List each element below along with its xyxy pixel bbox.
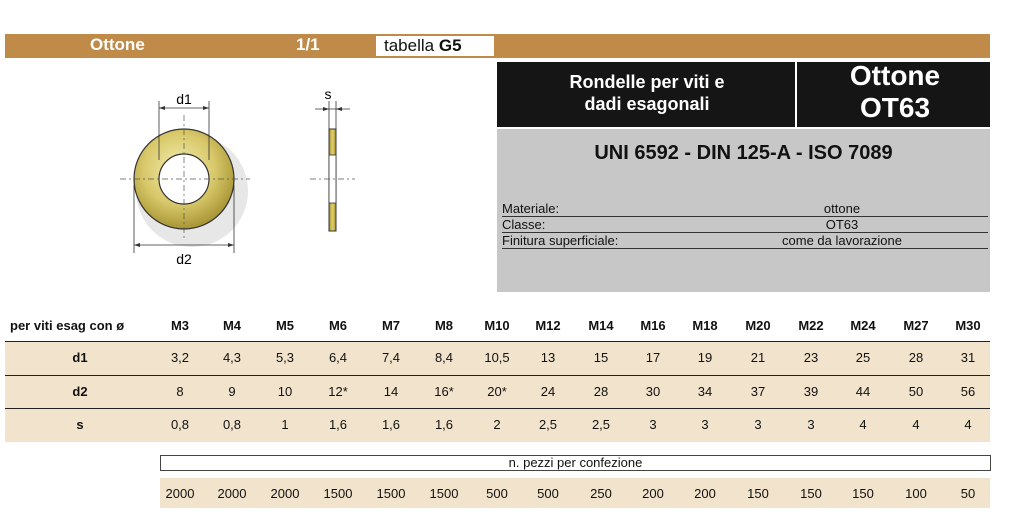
table-cell-d1: 13 <box>540 350 556 365</box>
table-cell-d2: 12* <box>328 384 348 399</box>
table-cell-d2: 14 <box>383 384 399 399</box>
size-header-cell: M12 <box>535 318 561 333</box>
table-cell-d1: 7,4 <box>381 350 401 365</box>
arrow <box>134 243 140 247</box>
table-cell-s: 2 <box>493 417 501 432</box>
table-cell-s: 3 <box>754 417 762 432</box>
row-label-d1: d1 <box>72 350 88 365</box>
size-header-cell: M16 <box>640 318 666 333</box>
table-cell-d1: 19 <box>697 350 713 365</box>
table-cell-d1: 31 <box>960 350 976 365</box>
header-material: Ottone <box>90 35 145 54</box>
product-material-line2: OT63 <box>859 92 931 123</box>
table-cell-d1: 4,3 <box>222 350 242 365</box>
table-cell-d1: 23 <box>803 350 819 365</box>
arrow <box>228 243 234 247</box>
product-title-line2: dadi esagonali <box>584 94 710 114</box>
spec-value: OT63 <box>825 217 859 232</box>
pieces-cell: 50 <box>960 486 976 501</box>
table-cell-d2: 8 <box>176 384 184 399</box>
table-prefix: tabella <box>384 36 435 55</box>
size-header-cell: M27 <box>903 318 929 333</box>
table-cell-s: 1,6 <box>328 417 348 432</box>
table-cell-d2: 16* <box>434 384 454 399</box>
arrow <box>203 106 209 110</box>
pieces-cell: 2000 <box>217 486 247 501</box>
table-cell-d1: 28 <box>908 350 924 365</box>
spec-value: ottone <box>823 201 861 216</box>
size-header-cell: M3 <box>170 318 190 333</box>
table-cell-d2: 30 <box>645 384 661 399</box>
table-cell-d1: 17 <box>645 350 661 365</box>
size-header-cell: M4 <box>222 318 242 333</box>
pieces-cell: 250 <box>590 486 612 501</box>
pieces-cell: 2000 <box>270 486 300 501</box>
size-header-cell: M22 <box>798 318 824 333</box>
pieces-cell: 1500 <box>323 486 353 501</box>
pieces-cell: 150 <box>852 486 874 501</box>
product-material <box>800 60 990 124</box>
pieces-cell: 500 <box>486 486 508 501</box>
table-cell-d1: 6,4 <box>328 350 348 365</box>
table-cell-d2: 28 <box>593 384 609 399</box>
pieces-cell: 1500 <box>376 486 406 501</box>
table-cell-d1: 3,2 <box>170 350 190 365</box>
table-cell-s: 2,5 <box>538 417 558 432</box>
row-divider <box>5 341 990 342</box>
table-cell-s: 4 <box>912 417 920 432</box>
spec-label: Classe: <box>502 217 546 232</box>
table-cell-d1: 25 <box>855 350 871 365</box>
table-cell-d2: 24 <box>540 384 556 399</box>
table-cell-d2: 37 <box>750 384 766 399</box>
table-cell-d2: 10 <box>277 384 293 399</box>
header-table-label <box>376 36 494 56</box>
pieces-cell: 200 <box>642 486 664 501</box>
size-header-cell: M24 <box>850 318 876 333</box>
table-cell-s: 2,5 <box>591 417 611 432</box>
size-header-cell: M14 <box>588 318 614 333</box>
arrow <box>336 107 342 111</box>
pieces-cell: 2000 <box>165 486 195 501</box>
row-label-header: per viti esag con ø <box>10 318 125 333</box>
washer-drawing <box>100 75 370 275</box>
pieces-cell: 500 <box>537 486 559 501</box>
table-cell-d1: 10,5 <box>484 350 510 365</box>
size-header-cell: M8 <box>434 318 454 333</box>
table-cell-d2: 50 <box>908 384 924 399</box>
row-divider <box>5 375 990 376</box>
row-label-d2: d2 <box>72 384 88 399</box>
table-cell-s: 4 <box>964 417 972 432</box>
spec-row-class <box>502 217 988 233</box>
spec-value: come da lavorazione <box>782 233 902 248</box>
pieces-cell: 200 <box>694 486 716 501</box>
size-header-cell: M7 <box>381 318 401 333</box>
table-cell-s: 1 <box>281 417 289 432</box>
product-title-line1: Rondelle per viti e <box>569 72 725 92</box>
header-page: 1/1 <box>296 35 320 54</box>
spec-label: Finitura superficiale: <box>502 233 619 248</box>
row-label-s: s <box>76 417 84 432</box>
size-header-cell: M30 <box>955 318 981 333</box>
product-title <box>500 71 794 115</box>
table-cell-s: 3 <box>701 417 709 432</box>
table-cell-s: 1,6 <box>381 417 401 432</box>
table-cell-d1: 8,4 <box>434 350 454 365</box>
table-cell-s: 3 <box>649 417 657 432</box>
header-divider <box>795 62 797 127</box>
spec-row-material <box>502 201 988 217</box>
spec-label: Materiale: <box>502 201 560 216</box>
size-header-cell: M18 <box>692 318 718 333</box>
table-code: G5 <box>438 36 462 55</box>
table-cell-d2: 9 <box>228 384 236 399</box>
arrow <box>159 106 165 110</box>
table-cell-d2: 34 <box>697 384 713 399</box>
table-cell-d1: 15 <box>593 350 609 365</box>
arrow <box>323 107 329 111</box>
table-cell-d2: 56 <box>960 384 976 399</box>
pieces-cell: 100 <box>905 486 927 501</box>
pieces-cell: 150 <box>747 486 769 501</box>
size-header-cell: M20 <box>745 318 771 333</box>
pieces-cell: 1500 <box>429 486 459 501</box>
table-cell-d2: 44 <box>855 384 871 399</box>
table-cell-s: 1,6 <box>434 417 454 432</box>
pieces-cell: 150 <box>800 486 822 501</box>
table-cell-d2: 39 <box>803 384 819 399</box>
pieces-caption: n. pezzi per confezione <box>160 455 991 471</box>
size-header-cell: M6 <box>328 318 348 333</box>
size-header-cell: M10 <box>484 318 510 333</box>
standards-title: UNI 6592 - DIN 125-A - ISO 7089 <box>594 142 893 164</box>
product-material-line1: Ottone <box>849 60 941 91</box>
table-cell-s: 0,8 <box>222 417 242 432</box>
table-cell-s: 3 <box>807 417 815 432</box>
row-divider <box>5 408 990 409</box>
table-cell-s: 0,8 <box>170 417 190 432</box>
d1-label: d1 <box>176 91 192 107</box>
table-cell-d1: 21 <box>750 350 766 365</box>
size-header-cell: M5 <box>275 318 295 333</box>
table-cell-s: 4 <box>859 417 867 432</box>
table-cell-d2: 20* <box>487 384 507 399</box>
spec-row-finish <box>502 233 988 249</box>
s-label: s <box>324 86 332 102</box>
d2-label: d2 <box>176 251 192 267</box>
top-bar <box>5 34 990 58</box>
table-cell-d1: 5,3 <box>275 350 295 365</box>
